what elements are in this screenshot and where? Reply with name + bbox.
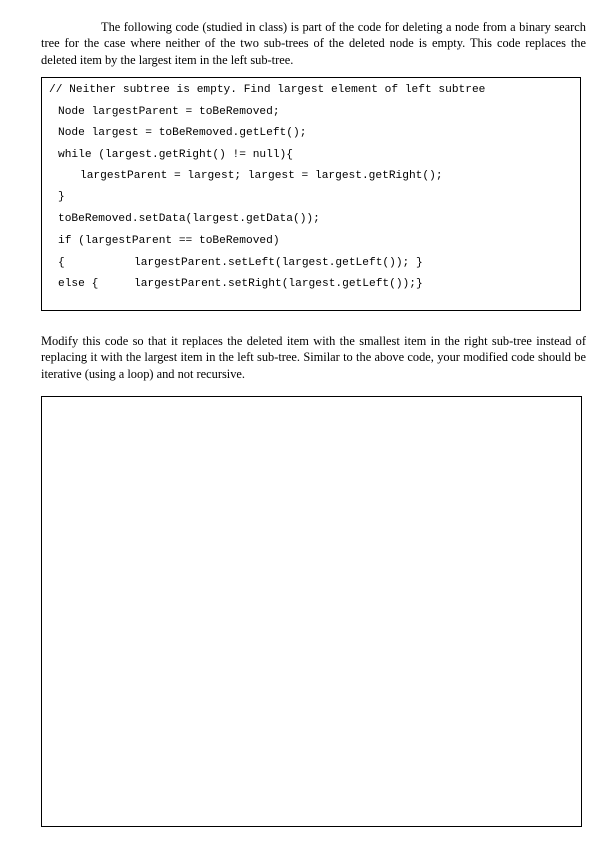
code-line: largestParent.setLeft(largest.getLeft()); } (134, 257, 423, 269)
code-line: largestParent = largest; largest = largest.getRight(); (80, 170, 443, 182)
code-line: while (largest.getRight() != null){ (58, 149, 293, 161)
code-listing (41, 77, 581, 311)
code-line: Node largest = toBeRemoved.getLeft(); (58, 127, 307, 139)
code-line: if (largestParent == toBeRemoved) (58, 235, 280, 247)
code-comment-line: // Neither subtree is empty. Find largest element of left subtree (49, 84, 486, 96)
task-paragraph: Modify this code so that it replaces the deleted item with the smallest item in the right sub-tree instead of replacing it with the largest item in the left sub-tree. Similar to the above code, your modified code should be iterative (using a loop) and not recursive. (41, 334, 586, 381)
code-line: { (58, 257, 65, 269)
code-line: } (58, 191, 65, 203)
intro-paragraph: The following code (studied in class) is part of the code for deleting a node from a binary search tree for the case where neither of the two sub-trees of the deleted node is empty. This code replaces the deleted item by the largest item in the left sub-tree. (41, 20, 586, 67)
code-line: toBeRemoved.setData(largest.getData()); (58, 213, 320, 225)
answer-box[interactable] (41, 396, 582, 827)
code-line: else { (58, 278, 99, 290)
code-line: largestParent.setRight(largest.getLeft());} (134, 278, 423, 290)
code-line: Node largestParent = toBeRemoved; (58, 106, 280, 118)
